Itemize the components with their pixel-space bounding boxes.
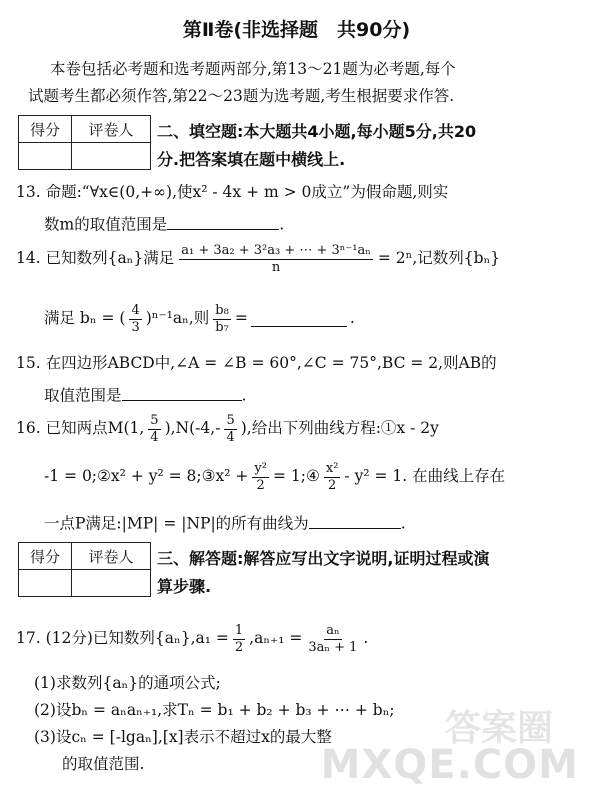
q17-line-1	[16, 624, 368, 654]
section3-heading-cont: 算步骤.	[157, 577, 212, 596]
q17-f1-num: 1	[234, 623, 244, 638]
q17-f1-den: 2	[234, 639, 244, 655]
q17-f2-num: aₙ	[326, 623, 340, 638]
q14-frac3-den: b₇	[215, 319, 229, 335]
q16-f1-num: 5	[150, 413, 159, 428]
q16-l2a: -1 = 0;②x² + y² = 8;③x² +	[44, 467, 249, 486]
q17-end: .	[363, 629, 369, 648]
q16-line-3: 一点P满足:|MP| = |NP|的所有曲线为 .	[44, 512, 406, 532]
q16-f1-den: 4	[150, 429, 159, 445]
q17-part-1: (1)求数列{aₙ}的通项公式;	[34, 674, 221, 692]
section3-heading: 三、解答题:解答应写出文字说明,证明过程或演	[157, 549, 490, 568]
q16-frac-4	[324, 462, 341, 492]
q14-frac3-num: b₈	[215, 303, 229, 318]
score-header: 得分	[19, 116, 72, 143]
score-cell-2	[19, 570, 72, 597]
q16-l2c: - y² = 1. 在曲线上存在	[344, 467, 506, 486]
grader-cell	[72, 143, 151, 170]
q16-l2b: = 1;④	[272, 467, 320, 486]
q14-line2-mid: )ⁿ⁻¹aₙ,则	[145, 309, 210, 328]
q16-f3-den: 2	[256, 477, 265, 493]
q16-f2-num: 5	[226, 413, 235, 428]
grader-cell-2	[72, 570, 151, 597]
q16-text: 一点P满足:|MP| = |NP|的所有曲线为	[44, 514, 309, 533]
q17-mid: ,aₙ₊₁ =	[249, 629, 303, 648]
watermark: MXQE.COM	[320, 742, 579, 788]
score-header-2: 得分	[19, 543, 72, 570]
q14-frac2-num: 4	[131, 303, 140, 318]
q17-frac-1	[233, 624, 245, 654]
score-table-1	[18, 115, 151, 170]
q15-line-2: 取值范围是 .	[44, 384, 246, 404]
q14-fraction	[179, 244, 373, 274]
q16-f4-den: 2	[327, 477, 337, 493]
q14-frac2-den: 3	[131, 319, 140, 335]
q14-fraction-2	[129, 304, 141, 334]
q16-line-1	[16, 414, 439, 444]
q14-line-2: 满足 bₙ = ( $\frac{4}{3}$ )ⁿ⁻¹aₙ,则 $\frac{\text{b₈}}{\text{b₇}}$ = .	[44, 303, 355, 335]
section2-heading-cont: 分.把答案填在题中横线上.	[157, 150, 346, 169]
intro-line-1: 本卷包括必考题和选考题两部分,第13～21题为必考题,每个	[50, 60, 456, 78]
q17-f2-den: 3aₙ + 1	[308, 639, 358, 655]
q13-text: 数m的取值范围是	[44, 215, 168, 234]
q14-line2-start: 满足 bₙ = (	[44, 309, 126, 328]
q16-frac-2	[224, 414, 236, 444]
q16-f3-num: y²	[254, 461, 267, 476]
q16-f2-den: 4	[226, 429, 235, 445]
q16-f4-num: x²	[325, 461, 339, 476]
score-table-2	[18, 542, 151, 597]
q17-frac-2	[306, 624, 359, 654]
q14-frac-num: a₁ + 3a₂ + 3²a₃ + ⋯ + 3ⁿ⁻¹aₙ	[181, 243, 371, 258]
q17-part-2: (2)设bₙ = aₙaₙ₊₁,求Tₙ = b₁ + b₂ + b₃ + ⋯ + bₙ;	[34, 701, 395, 719]
q14-line-1	[16, 244, 500, 274]
watermark-logo: 答案圈	[444, 708, 553, 749]
q14-end: = 2ⁿ,记数列{bₙ}	[377, 249, 501, 268]
q14-line2-end: =	[234, 309, 248, 328]
q13-answer-blank	[167, 213, 279, 230]
intro-line-2: 试题考生都必须作答,第22～23题为选考题,考生根据要求作答.	[28, 87, 455, 105]
q13-line-2: 数m的取值范围是 .	[44, 213, 284, 233]
q16-start: 16. 已知两点M(1,	[16, 419, 145, 438]
q15-text: 取值范围是	[44, 386, 122, 405]
page-title: 第Ⅱ卷(非选择题 共90分)	[182, 19, 411, 41]
q17-start: 17. (12分)已知数列{aₙ},a₁ =	[16, 629, 229, 648]
q16-line-2	[44, 462, 505, 492]
q16-answer-blank	[309, 512, 401, 529]
q14-start: 14. 已知数列{aₙ}满足	[16, 249, 175, 268]
section2-heading: 二、填空题:本大题共4小题,每小题5分,共20	[157, 122, 477, 141]
q17-part-3: (3)设cₙ = [-lgaₙ],[x]表示不超过x的最大整	[34, 728, 332, 746]
q14-frac-den: n	[271, 259, 281, 275]
q16-end1: ),给出下列曲线方程:①x - 2y	[240, 419, 439, 438]
q15-answer-blank	[122, 384, 242, 401]
q14-answer-blank	[251, 311, 347, 328]
q16-frac-3	[252, 462, 269, 492]
grader-header: 评卷人	[72, 116, 151, 143]
q16-mid1: ),N(-4,-	[164, 419, 221, 438]
q14-fraction-3	[213, 304, 231, 334]
grader-header-2: 评卷人	[72, 543, 151, 570]
q15-line-1: 15. 在四边形ABCD中,∠A = ∠B = 60°,∠C = 75°,BC = 2,则AB的	[16, 354, 497, 372]
q13-line-1: 13. 命题:“∀x∈(0,+∞),使x² - 4x + m > 0成立”为假命题,则实	[16, 183, 449, 201]
score-cell	[19, 143, 72, 170]
q17-part-3-cont: 的取值范围.	[62, 755, 145, 773]
q16-frac-1	[148, 414, 160, 444]
